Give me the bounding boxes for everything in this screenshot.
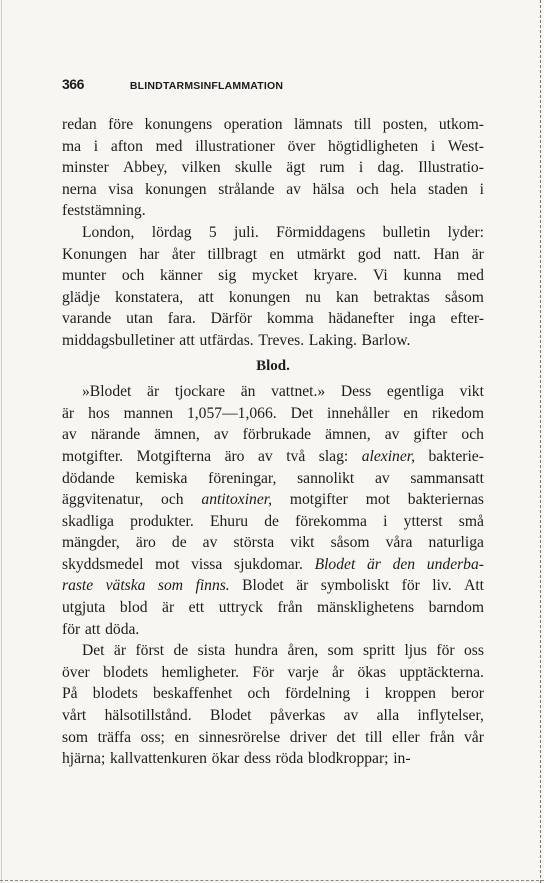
word: munter — [62, 267, 107, 285]
word: och — [247, 685, 271, 703]
word: upptäckterna. — [399, 663, 484, 681]
word: skyddsmedel — [62, 555, 144, 573]
text-line — [62, 381, 484, 403]
word: Dess — [340, 383, 372, 401]
word: inga — [408, 310, 436, 328]
word: hjärna; — [62, 750, 106, 768]
word: vikt — [459, 383, 484, 401]
word: posten, — [382, 116, 428, 133]
word: ökas — [357, 663, 387, 681]
word: sjukdomar. — [234, 555, 303, 573]
word: kallvattenkuren — [109, 750, 207, 768]
word: förbrukade — [242, 426, 312, 444]
text-line — [62, 468, 484, 490]
word: i — [365, 685, 370, 703]
word: Att — [464, 577, 484, 595]
word: i — [430, 137, 436, 155]
text-line — [62, 619, 484, 641]
word: produkter. — [130, 512, 194, 530]
word: äro — [224, 447, 245, 465]
word: oss; — [140, 728, 165, 746]
text-line — [62, 424, 484, 446]
text-line — [62, 308, 484, 330]
word: konungen — [228, 288, 291, 306]
word: sammansatt — [410, 469, 484, 487]
word: från — [429, 728, 455, 746]
word: Laking. — [308, 331, 357, 349]
word: mot — [365, 491, 390, 509]
text-line — [62, 446, 484, 468]
word: blod — [119, 599, 148, 617]
word: Konungen — [62, 245, 127, 263]
word: påverkas — [269, 707, 326, 725]
word: kryare. — [313, 267, 358, 285]
page-body — [62, 114, 484, 770]
word: För — [252, 663, 275, 681]
word: ökar — [211, 750, 240, 768]
word: Därför — [210, 310, 253, 328]
word: »Blodet — [82, 383, 132, 401]
word: skulle — [234, 159, 273, 177]
word: vätska — [105, 577, 146, 595]
word: oss — [463, 642, 484, 660]
word: nerna — [62, 180, 97, 198]
word: 5 — [208, 223, 217, 241]
word: betraktas — [373, 288, 430, 306]
word: och — [356, 180, 379, 198]
word: en — [403, 404, 419, 422]
word: sannolikt — [297, 469, 355, 487]
word: skadliga — [62, 512, 114, 530]
text-line — [62, 265, 484, 287]
word: rikedom — [432, 404, 484, 422]
word: ämnen, — [154, 426, 200, 444]
text-line — [62, 511, 484, 533]
word: London, — [82, 223, 135, 241]
word: illustrationer — [195, 137, 275, 155]
word: hos — [88, 404, 110, 422]
word: ljus — [404, 642, 427, 660]
word: till — [365, 728, 383, 746]
word: är — [162, 599, 175, 617]
word: är — [62, 404, 75, 422]
word: kan — [336, 288, 359, 306]
word: Blodet — [209, 707, 252, 725]
word: konungens — [144, 116, 213, 133]
word: konungen — [145, 180, 207, 198]
word: år — [332, 663, 345, 681]
word: naturliga — [428, 534, 484, 552]
word: och — [461, 426, 484, 444]
word: West- — [447, 137, 484, 155]
word: sista — [197, 642, 226, 660]
word: Det — [82, 642, 105, 660]
running-title: BLINDTARMSINFLAMMATION — [129, 80, 284, 92]
word: operation — [223, 116, 283, 133]
word: känner — [160, 267, 203, 285]
word: bakterie- — [428, 447, 484, 465]
word: hälsa — [312, 180, 345, 198]
word: för — [436, 642, 455, 660]
word: glädje — [62, 288, 101, 306]
word: över — [287, 137, 316, 155]
word: föreningar, — [208, 469, 277, 487]
word: middagsbulletiner — [62, 331, 175, 349]
word: utgjuta — [62, 599, 106, 617]
word: slag: — [318, 447, 349, 465]
word: efter- — [450, 310, 484, 328]
word: På — [62, 685, 78, 703]
word: Blodet — [314, 555, 356, 573]
text-line — [62, 597, 484, 619]
word: konstatera, — [115, 288, 184, 306]
word: såsom — [330, 534, 370, 552]
word: utkom- — [438, 116, 484, 133]
word: utfärdas. — [199, 331, 254, 349]
word: dess — [244, 750, 271, 768]
word: blodkroppar; — [307, 750, 389, 768]
section-heading-text: Blod. — [256, 357, 290, 374]
text-line — [62, 222, 484, 244]
word: en — [269, 245, 285, 263]
word: innehåller — [327, 404, 390, 422]
word: nu — [305, 288, 321, 306]
word: dödande — [62, 469, 115, 487]
word: lyder: — [447, 223, 484, 241]
text-line — [62, 683, 484, 705]
word: symboliskt — [320, 577, 390, 595]
word: av — [286, 180, 301, 198]
word: fördelning — [285, 685, 351, 703]
word: ytterst — [403, 512, 443, 530]
word: kunna — [403, 267, 442, 285]
word: av — [62, 426, 77, 444]
word: att — [179, 331, 195, 349]
text-line — [62, 136, 484, 158]
word: av — [213, 426, 229, 444]
word: de — [171, 534, 187, 552]
word: gifter — [413, 426, 448, 444]
word: av — [257, 447, 273, 465]
word: sinnesrörelse — [198, 728, 281, 746]
word: hela — [390, 180, 417, 198]
word: äro — [135, 534, 156, 552]
page-edge-left — [1, 0, 3, 883]
word: av — [374, 469, 390, 487]
word: såsom — [444, 288, 484, 306]
word: mänsklighetens — [317, 599, 415, 617]
word: fara. — [167, 310, 196, 328]
word: att — [84, 620, 101, 638]
word: det — [336, 728, 356, 746]
text-line — [62, 330, 484, 352]
word: underba- — [426, 555, 484, 573]
word: varje — [287, 663, 319, 681]
word: lördag — [151, 223, 192, 241]
text-line — [62, 727, 484, 749]
word: antitoxiner, — [201, 491, 272, 509]
text-line — [62, 748, 484, 770]
word: motgifter. — [62, 447, 124, 465]
word: beskaffenhet — [152, 685, 233, 703]
text-line — [62, 532, 484, 554]
text-line — [62, 403, 484, 425]
word: än — [240, 383, 256, 401]
word: god — [357, 245, 382, 263]
text-line — [62, 157, 484, 179]
word: Det — [290, 404, 314, 422]
text-line — [62, 640, 484, 662]
word: kemiska — [135, 469, 188, 487]
word: hälsotillstånd. — [104, 707, 192, 725]
section-heading — [62, 356, 484, 378]
word: och — [161, 491, 184, 509]
word: motgifter — [289, 491, 348, 509]
word: äggvitenatur, — [62, 491, 144, 509]
paragraph-blod — [62, 381, 484, 770]
word: som — [327, 642, 354, 660]
word: två — [286, 447, 306, 465]
word: afton — [110, 137, 143, 155]
word: i — [383, 512, 388, 530]
word: döda. — [105, 620, 140, 638]
word: utan — [126, 310, 153, 328]
word: till — [354, 116, 372, 133]
word: med — [155, 137, 183, 155]
text-line — [62, 575, 484, 597]
word: som — [62, 728, 88, 746]
text-line — [62, 662, 484, 684]
word: raste — [62, 577, 94, 595]
word: är — [147, 383, 160, 401]
word: åter — [171, 245, 196, 263]
word: redan — [62, 116, 97, 133]
word: ett — [188, 599, 205, 617]
word: har — [139, 245, 160, 263]
page-header — [62, 76, 484, 92]
word: mycket — [252, 267, 298, 285]
word: en — [174, 728, 190, 746]
word: blodets — [92, 685, 138, 703]
word: av — [384, 426, 400, 444]
word: Förmiddagens — [276, 223, 366, 241]
word: vattnet.» — [271, 383, 326, 401]
text-line — [62, 200, 484, 222]
word: våra — [385, 534, 413, 552]
word: med — [457, 267, 484, 285]
word: före — [108, 116, 134, 133]
text-line — [62, 114, 484, 136]
word: hädanefter — [328, 310, 395, 328]
word: uttryck — [218, 599, 263, 617]
word: feststämning. — [62, 202, 146, 220]
word: vissa — [191, 555, 223, 573]
page-edge-right — [538, 0, 541, 883]
word: blodets — [103, 663, 149, 681]
word: bulletin — [382, 223, 431, 241]
word: först — [135, 642, 165, 660]
word: rum — [319, 159, 345, 177]
word: för — [401, 577, 420, 595]
text-line — [62, 705, 484, 727]
text-line — [62, 489, 484, 511]
word: vårt — [62, 707, 87, 725]
word: barndom — [428, 599, 484, 617]
word: eller — [392, 728, 420, 746]
word: Ehuru — [209, 512, 249, 530]
word: in- — [393, 750, 411, 768]
word: i — [479, 180, 484, 198]
word: närande — [90, 426, 141, 444]
word: hemligheter. — [161, 663, 240, 681]
word: de — [173, 642, 189, 660]
word: förekomma — [295, 512, 367, 530]
word: Barlow. — [361, 331, 411, 349]
word: mängder, — [62, 534, 120, 552]
word: hundra — [234, 642, 279, 660]
word: över — [62, 663, 90, 681]
word: vår — [463, 728, 484, 746]
word: är — [296, 577, 309, 595]
word: vikt — [290, 534, 315, 552]
word: inflytelser, — [417, 707, 484, 725]
word: åren, — [287, 642, 319, 660]
word: ägt — [286, 159, 306, 177]
paragraph-news — [62, 114, 484, 352]
word: små — [458, 512, 484, 530]
word: träffa — [97, 728, 132, 746]
word: driver — [289, 728, 327, 746]
word: dag. — [377, 159, 404, 177]
word: tillbragt — [207, 245, 258, 263]
word: största — [233, 534, 275, 552]
word: och — [121, 267, 145, 285]
word: tjockare — [174, 383, 226, 401]
text-line — [62, 287, 484, 309]
word: är — [113, 642, 127, 660]
word: är — [471, 245, 484, 263]
word: bakteriernas — [407, 491, 484, 509]
word: i — [93, 137, 99, 155]
word: natt. — [393, 245, 421, 263]
word: den — [392, 555, 416, 573]
word: av — [202, 534, 218, 552]
word: Motgifterna — [136, 447, 212, 465]
word: komma — [266, 310, 314, 328]
word: juli. — [234, 223, 259, 241]
word: av — [343, 707, 359, 725]
word: från — [277, 599, 303, 617]
word: liv. — [432, 577, 452, 595]
text-line — [62, 179, 484, 201]
text-line — [62, 244, 484, 266]
text-line — [62, 554, 484, 576]
word: mot — [155, 555, 180, 573]
word: Han — [433, 245, 460, 263]
word: alla — [376, 707, 400, 725]
word: för — [62, 620, 81, 638]
word: ma — [62, 137, 82, 155]
word: strålande — [218, 180, 275, 198]
word: Illustratio- — [418, 159, 484, 177]
word: Abbey, — [122, 159, 168, 177]
word: Treves. — [258, 331, 305, 349]
word: Vi — [373, 267, 388, 285]
word: egentliga — [386, 383, 445, 401]
word: högtidligheten — [328, 137, 419, 155]
word: kroppen — [384, 685, 436, 703]
word: som — [157, 577, 184, 595]
word: vilken — [181, 159, 221, 177]
word: att — [198, 288, 214, 306]
word: mannen — [123, 404, 174, 422]
word: sig — [218, 267, 237, 285]
word: beror — [451, 685, 484, 703]
word: utmärkt — [296, 245, 346, 263]
page-number: 366 — [62, 76, 84, 92]
word: alexiner, — [361, 447, 415, 465]
word: spritt — [362, 642, 396, 660]
page-edge-bottom — [0, 879, 544, 881]
word: ämnen, — [325, 426, 371, 444]
word: finns. — [195, 577, 230, 595]
word: de — [264, 512, 279, 530]
word: är — [367, 555, 381, 573]
word: röda — [275, 750, 304, 768]
word: lämnats — [294, 116, 343, 133]
word: staden — [428, 180, 468, 198]
word: 1,057—1,066. — [186, 404, 277, 422]
word: minster — [62, 159, 109, 177]
word: visa — [108, 180, 134, 198]
word: Blodet — [242, 577, 284, 595]
word: i — [358, 159, 364, 177]
word: varande — [62, 310, 112, 328]
